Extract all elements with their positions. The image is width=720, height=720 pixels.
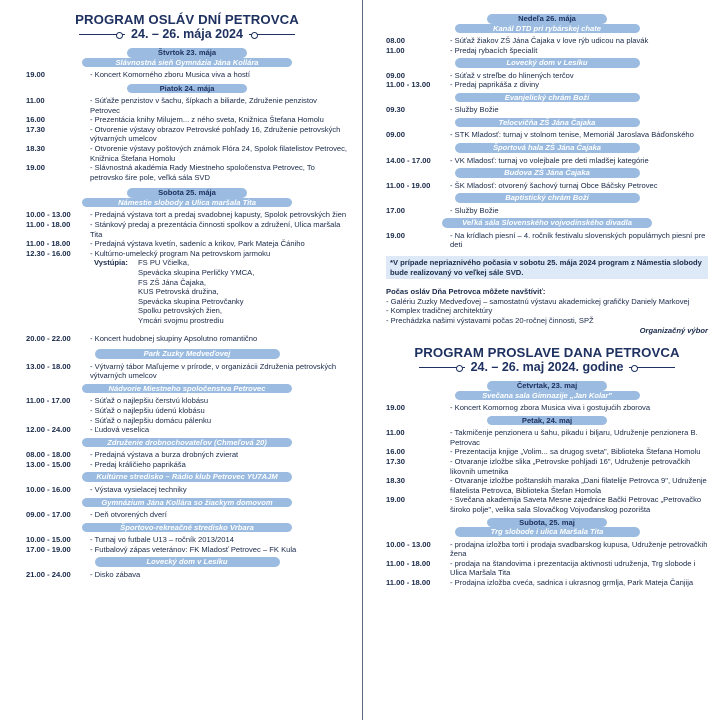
event-time: 08.00 - 18.00	[26, 450, 71, 460]
left-column	[26, 12, 348, 579]
venue-band: Združenie drobnochovateľov (Chmeľová 20)	[82, 438, 292, 448]
event-time: 21.00 - 24.00	[26, 569, 71, 579]
event-row	[26, 249, 348, 259]
performers-label: Vystúpia:	[94, 258, 128, 268]
day-heading-thursday-sr: Četvrtak, 23. maj	[487, 381, 607, 391]
event-text: - Otvorenie výstavy obrazov Petrovské pohľady 16, Združenie petrovských výtvarných umelcov	[90, 124, 341, 144]
event-text: - Otvaranje izložbe slika „Petrovske pohljadi 16", Udruženje petrovačkih likovnih umetnika	[450, 457, 691, 476]
performer-item: KUS Petrovská družina,	[138, 287, 219, 297]
event-list-thursday	[26, 70, 348, 80]
event-row	[386, 130, 708, 140]
day-heading-friday-sr: Petak, 24. maj	[487, 416, 607, 426]
event-text: - Služby Božie	[450, 105, 499, 115]
event-text: - Prodajna izložba cveća, sadnica i ukrasnog grmlja, Park Mateja Čanjija	[450, 578, 694, 587]
event-text: - Svečana akademija Saveta Mesne zajednice Bački Petrovac „Petrovačko široko polje", velika sala Slovačkog Vojvođanskog pozorišta	[450, 495, 702, 515]
event-text: - Predajná výstava tort a predaj svadobnej kapusty, Spolok petrovských žien	[90, 210, 347, 220]
event-time: 09.00	[386, 70, 406, 80]
event-time: 16.00	[26, 115, 46, 125]
event-time: 11.00	[26, 96, 45, 106]
event-row	[26, 406, 348, 416]
visit-item: - Prechádzka našimi výstavami počas 20-ročnej činnosti, SPŽ	[386, 316, 594, 325]
event-row	[26, 425, 348, 435]
venue-band: Kanál DTD pri rybárskej chate	[455, 24, 640, 34]
venue-band: Park Zuzky Medveďovej	[95, 349, 280, 359]
event-time: 11.00 - 19.00	[386, 180, 431, 190]
event-text: - STK Mladosť: turnaj v stolnom tenise, Memoriál Jaroslava Báďonského	[450, 130, 694, 140]
event-text: - Predaj rybacích špecialít	[450, 45, 538, 55]
event-time: 10.00 - 16.00	[26, 484, 71, 494]
event-time: 11.00 - 13.00	[386, 80, 431, 90]
event-time: 11.00 - 18.00	[26, 239, 71, 249]
event-row	[26, 125, 348, 144]
venue-band: Lovecký dom v Lesíku	[455, 58, 640, 68]
event-time: 11.00	[386, 428, 405, 438]
event-row	[26, 510, 348, 520]
event-list-friday-sr	[386, 428, 708, 514]
event-row	[386, 540, 708, 559]
event-list	[26, 570, 348, 580]
event-list	[386, 231, 708, 250]
program-title-sk: PROGRAM OSLÁV DNÍ PETROVCA	[75, 12, 299, 27]
ornament-right-icon	[629, 364, 675, 372]
event-text: - Koncert Komorného zboru Musica viva a hostí	[90, 70, 250, 79]
event-time: 08.00	[386, 36, 406, 45]
event-text: - Futbalový zápas veteránov: FK Mladosť Petrovec – FK Kula	[90, 544, 297, 554]
event-time: 11.00 - 18.00	[26, 220, 71, 230]
event-text: - Disko zábava	[90, 569, 141, 579]
event-text: - Súťaže penzistov v šachu, šípkach a biliarde, Združenie penzistov Petrovec	[90, 96, 317, 115]
event-text: - ŠK Mladosť: otvorený šachový turnaj Obce Báčsky Petrovec	[450, 180, 658, 190]
venue-band: Nádvorie Miestneho spoločenstva Petrovec	[82, 384, 292, 394]
event-row	[386, 105, 708, 115]
event-list-thursday-sr	[386, 403, 708, 413]
venue-band: Gymnázium Jána Kollára so žiackym domovom	[82, 498, 292, 508]
event-row	[26, 460, 348, 470]
event-row	[26, 70, 348, 80]
event-row	[386, 428, 708, 447]
event-text: - Služby Božie	[450, 205, 499, 215]
event-time: 16.00	[386, 447, 406, 457]
event-time: 10.00 - 15.00	[26, 535, 71, 545]
event-text: - Predaj paprikáša z diviny	[450, 80, 540, 90]
performer-item: FS PU Včielka,	[138, 258, 190, 268]
organizing-committee: Organizačný výbor	[639, 325, 708, 335]
event-text: - Súťaž v streľbe do hlinených terčov	[450, 70, 574, 80]
event-row	[386, 36, 708, 46]
event-time: 09.00 - 17.00	[26, 510, 71, 519]
day-heading-thursday: Štvrtok 23. mája	[127, 48, 247, 58]
event-time: 12.00 - 24.00	[26, 425, 71, 435]
event-list-saturday-sr	[386, 540, 708, 588]
event-row	[386, 46, 708, 56]
venue-band: Športovo-rekreačné stredisko Vrbara	[82, 523, 292, 533]
venue-band: Veľká sála Slovenského vojvodinského divadla	[442, 218, 652, 228]
right-column	[386, 14, 708, 588]
event-list	[26, 450, 348, 469]
event-list	[26, 362, 348, 381]
event-text: - Predajná výstava a burza drobných zvierat	[90, 450, 239, 460]
event-text: - Slávnostná akadémia Rady Miestneho spoločenstva Petrovec, To petrovsko šire pole, veľká sála SVD	[90, 163, 315, 182]
event-row	[386, 495, 708, 514]
event-list	[386, 156, 708, 166]
event-list-friday	[26, 96, 348, 182]
event-time: 10.00 - 13.00	[26, 210, 71, 220]
venue-band: Kultúrne stredisko – Rádio klub Petrovec YU7AJM	[82, 472, 292, 482]
event-text: - Výstava vysielacej techniky	[90, 484, 187, 494]
event-time: 11.00 - 17.00	[26, 396, 71, 406]
event-time: 19.00	[386, 403, 406, 413]
event-time: 19.00	[26, 163, 46, 173]
event-time: 11.00	[386, 45, 405, 55]
event-list	[26, 485, 348, 495]
event-text: - Súťaž o najlepšiu údenú klobásu	[90, 405, 205, 415]
event-time: 18.30	[26, 144, 46, 154]
event-row	[26, 570, 348, 580]
event-time	[26, 406, 90, 416]
event-text: - Takmičenje penzionera u šahu, pikadu i biljaru, Udruženje penzionera B. Petrovac	[450, 428, 698, 447]
event-row	[26, 163, 348, 182]
event-text: - Koncert Komornog zbora Musica viva i gostujućih zborova	[450, 403, 651, 413]
event-row	[26, 396, 348, 406]
event-list	[386, 130, 708, 140]
event-time: 18.30	[386, 476, 406, 486]
ornament-left-icon	[79, 31, 125, 39]
event-row	[386, 447, 708, 457]
event-text: - Súťaž o najlepšiu čerstvú klobásu	[90, 396, 209, 406]
event-text: - Deň otvorených dverí	[90, 510, 167, 519]
event-text: - Kultúrno-umelecký program Na petrovskom jarmoku	[90, 248, 271, 258]
venue-band: Budova ZŠ Jána Čajaka	[455, 168, 640, 178]
event-text: - Otvaranje izložbe poštanskih maraka „Dani filatelije Petrovca 9", Udruženje filatelista Petrovca, Biblioteka Štefan Homola	[450, 476, 707, 495]
event-time: 12.30 - 16.00	[26, 248, 71, 258]
event-row	[26, 334, 348, 344]
event-list	[26, 510, 348, 520]
event-text: - Prezentácia knihy Milujem... z ného sveta, Knižnica Štefana Homolu	[90, 115, 324, 125]
event-text: - Ľudová veselica	[90, 425, 150, 435]
event-list	[26, 535, 348, 554]
ornament-left-icon	[419, 364, 465, 372]
event-time: 11.00 - 18.00	[386, 558, 431, 568]
weather-notice: *V prípade nepriaznivého počasia v sobotu 25. mája 2024 program z Námestia slobody bude realizovaný vo veľkej sále SVD.	[386, 256, 708, 279]
venue-band: Lovecký dom v Lesíku	[95, 557, 280, 567]
event-time: 14.00 - 17.00	[386, 155, 431, 165]
venue-band: Evanjelický chrám Boží	[455, 93, 640, 103]
venue-band: Svečana sala Gimnazije „Jan Kolar"	[455, 391, 640, 401]
event-row	[26, 535, 348, 545]
column-divider	[362, 0, 363, 720]
event-row	[26, 220, 348, 239]
visit-title: Počas osláv Dňa Petrovca môžete navštíviť:	[386, 287, 546, 297]
event-row	[386, 403, 708, 413]
visit-item: - Galériu Zuzky Medveďovej – samostatnú výstavu akademickej grafičky Daniely Markovej	[386, 296, 690, 306]
event-list-saturday	[26, 210, 348, 258]
event-time	[26, 416, 90, 426]
event-time: 13.00 - 15.00	[26, 459, 71, 469]
event-time: 10.00 - 13.00	[386, 539, 431, 549]
event-list	[386, 71, 708, 90]
event-row	[386, 181, 708, 191]
event-time: 11.00 - 18.00	[386, 578, 431, 587]
performers-list	[26, 258, 348, 325]
event-time: 17.30	[26, 124, 46, 134]
event-time: 19.00	[386, 230, 406, 240]
event-time: 09.30	[386, 105, 406, 115]
event-row	[26, 144, 348, 163]
event-text: - Predaj králičieho paprikáša	[90, 459, 186, 469]
event-row	[386, 476, 708, 495]
event-row	[386, 206, 708, 216]
event-list	[386, 105, 708, 115]
event-row	[26, 450, 348, 460]
event-list	[386, 206, 708, 216]
program-title-sr: PROGRAM PROSLAVE DANA PETROVCA	[414, 345, 680, 361]
event-time: 09.00	[386, 130, 406, 140]
event-row	[26, 416, 348, 426]
event-text: - prodajna izložba torti i prodaja svadbarskog kupusa, Udruženje petrovačkih žena	[450, 539, 708, 559]
day-heading-saturday: Sobota 25. mája	[127, 188, 247, 198]
venue-band: Baptistický chrám Boží	[455, 193, 640, 203]
event-text: - Stánkový predaj a prezentácia činnosti spolkov a združení, Ulica maršala Tita	[90, 220, 341, 239]
event-row	[386, 80, 708, 90]
visit-item: - Komplex tradičnej architektúry	[386, 306, 493, 316]
event-row	[26, 96, 348, 115]
event-text: - Súťaž žiakov ZŠ Jána Čajaka v love rýb udicou na plavák	[450, 36, 649, 45]
performer-item: Spevácka skupina Perličky YMCA,	[138, 268, 255, 277]
event-text: - prodaja na štandovima i prezentacija aktivnosti udruženja, Trg slobode i Ulica Maršala Tita	[450, 558, 696, 578]
day-heading-saturday-sr: Subota, 25. maj	[487, 518, 607, 528]
event-text: - Koncert hudobnej skupiny Apsolutno romantično	[90, 333, 258, 343]
program-dates-sr: 24. – 26. maj 2024. godine	[386, 360, 708, 375]
event-text: - Turnaj vo futbale U13 – ročník 2013/2014	[90, 535, 234, 545]
venue-band: Športová hala ZŠ Jána Čajaka	[455, 143, 640, 153]
performer-item: Spolku petrovských žien,	[138, 306, 222, 316]
event-row	[386, 578, 708, 588]
event-row	[386, 156, 708, 166]
event-text: - Predajná výstava kvetín, sadeníc a krikov, Park Mateja Čániho	[90, 239, 305, 249]
event-row	[26, 362, 348, 381]
ornament-right-icon	[249, 31, 295, 39]
venue-band: Slávnostná sieň Gymnázia Jána Kollára	[82, 58, 292, 68]
event-text: - Súťaž o najlepšiu domácu pálenku	[90, 415, 212, 425]
event-list	[386, 36, 708, 55]
performer-item: Spevácka skupina Petrovčanky	[138, 296, 244, 306]
event-time: 13.00 - 18.00	[26, 361, 71, 371]
event-row	[26, 485, 348, 495]
event-time: 19.00	[26, 70, 46, 79]
event-row	[386, 71, 708, 81]
event-time: 17.00	[386, 205, 406, 215]
event-time: 19.00	[386, 495, 406, 505]
venue-band: Telocvičňa ZŠ Jána Čajaka	[455, 118, 640, 128]
venue-band: Trg slobode i ulica Maršala Tita	[455, 527, 640, 537]
event-text: - Otvorenie výstavy poštových známok Flóra 24, Spolok filatelistov Petrovec, Knižnica Štefana Homolu	[90, 144, 348, 163]
event-text: - VK Mladosť: turnaj vo volejbale pre deti mladšej kategórie	[450, 155, 649, 165]
event-time: 20.00 - 22.00	[26, 333, 71, 343]
venue-band: Námestie slobody a Ulica maršala Tita	[82, 198, 292, 208]
event-row	[386, 559, 708, 578]
performer-item: FS ZŠ Jána Čajaka,	[138, 277, 206, 287]
event-row	[386, 231, 708, 250]
performer-item: Ymcári svojmu prostrediu	[138, 315, 224, 325]
program-dates-sk: 24. – 26. mája 2024	[26, 27, 348, 42]
event-row	[386, 457, 708, 476]
event-list	[26, 396, 348, 434]
event-time: 17.00 - 19.00	[26, 544, 71, 554]
event-list	[386, 181, 708, 191]
event-time: 17.30	[386, 457, 406, 467]
event-row	[26, 115, 348, 125]
event-text: - Na krídlach piesní – 4. ročník festivalu slovenských populárnych piesní pre deti	[450, 230, 706, 250]
event-row	[26, 210, 348, 220]
day-heading-sunday: Nedeľa 26. mája	[487, 14, 607, 24]
event-text: - Prezentacija knjige „Volim... sa drugog sveta", Biblioteka Štefana Homolu	[450, 447, 701, 457]
event-row	[26, 239, 348, 249]
day-heading-friday: Piatok 24. mája	[127, 84, 247, 94]
event-row	[26, 545, 348, 555]
event-text: - Výtvarný tábor Maľujeme v prírode, v organizácii Združenia petrovských výtvarných umelcov	[90, 361, 337, 381]
